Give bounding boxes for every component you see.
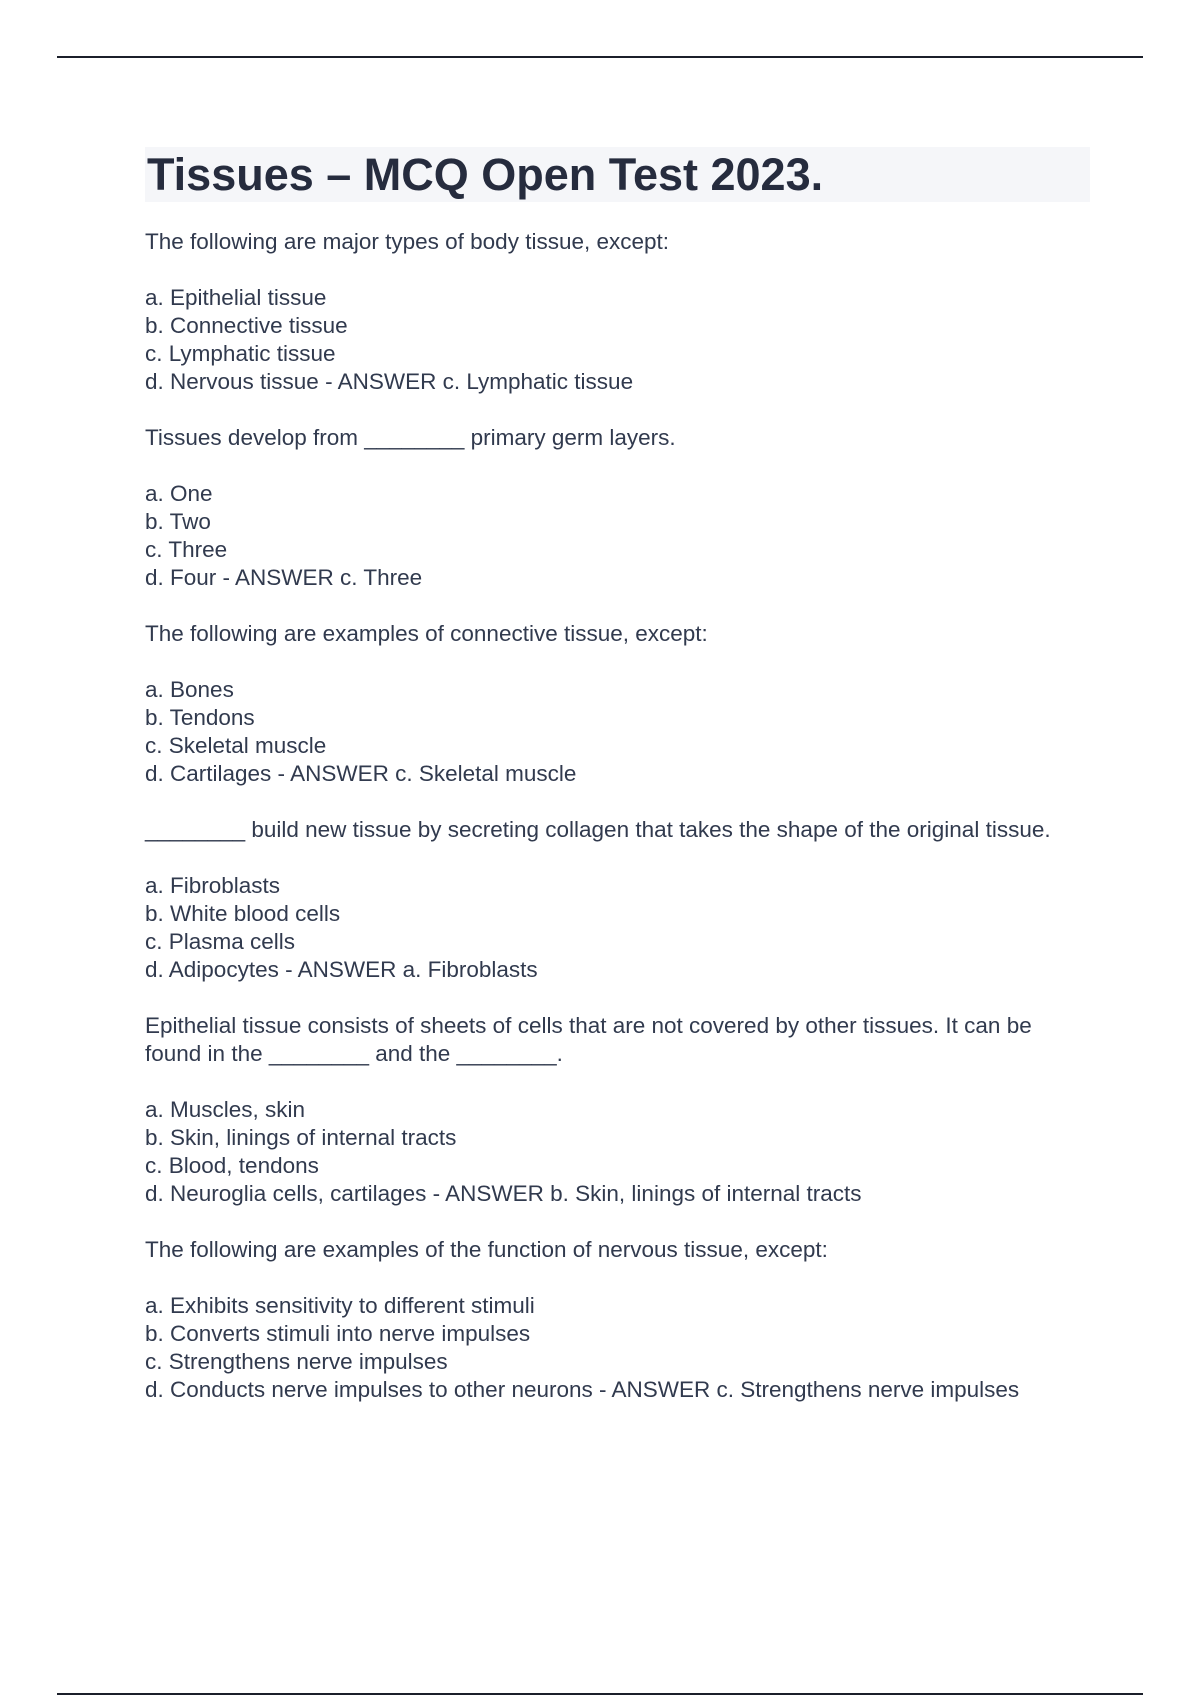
option-a: a. Fibroblasts (145, 873, 281, 898)
question-prompt: ________ build new tissue by secreting collagen that takes the shape of the original tissue. (145, 817, 1051, 842)
option-c: c. Three (145, 537, 228, 562)
question-prompt: Epithelial tissue consists of sheets of cells that are not covered by other tissues. It can be found in the ________ and the ________. (145, 1013, 1032, 1066)
option-b: b. Skin, linings of internal tracts (145, 1125, 457, 1150)
question-3 (145, 620, 1090, 788)
option-d-answer: d. Adipocytes - ANSWER a. Fibroblasts (145, 957, 538, 982)
option-list (145, 872, 1090, 984)
option-c: c. Lymphatic tissue (145, 341, 336, 366)
question-prompt: The following are major types of body tissue, except: (145, 229, 670, 254)
option-b: b. Tendons (145, 705, 255, 730)
question-prompt: The following are examples of the function of nervous tissue, except: (145, 1237, 828, 1262)
option-d-answer: d. Neuroglia cells, cartilages - ANSWER b. Skin, linings of internal tracts (145, 1181, 862, 1206)
option-list (145, 480, 1090, 592)
question-2 (145, 424, 1090, 592)
question-prompt: The following are examples of connective tissue, except: (145, 621, 708, 646)
option-c: c. Plasma cells (145, 929, 296, 954)
option-a: a. Exhibits sensitivity to different stimuli (145, 1293, 535, 1318)
option-a: a. One (145, 481, 213, 506)
option-b: b. Converts stimuli into nerve impulses (145, 1321, 531, 1346)
option-c: c. Skeletal muscle (145, 733, 327, 758)
option-d-answer: d. Conducts nerve impulses to other neurons - ANSWER c. Strengthens nerve impulses (145, 1377, 1020, 1402)
option-a: a. Bones (145, 677, 234, 702)
question-1 (145, 228, 1090, 396)
option-list (145, 1292, 1090, 1404)
option-list (145, 284, 1090, 396)
option-list (145, 676, 1090, 788)
top-divider (57, 56, 1143, 58)
option-b: b. Connective tissue (145, 313, 348, 338)
option-list (145, 1096, 1090, 1208)
option-b: b. White blood cells (145, 901, 341, 926)
option-d-answer: d. Cartilages - ANSWER c. Skeletal muscle (145, 761, 577, 786)
option-a: a. Epithelial tissue (145, 285, 327, 310)
question-4 (145, 816, 1090, 984)
question-5 (145, 1012, 1090, 1208)
bottom-divider (57, 1693, 1143, 1695)
option-a: a. Muscles, skin (145, 1097, 306, 1122)
option-c: c. Blood, tendons (145, 1153, 319, 1178)
option-c: c. Strengthens nerve impulses (145, 1349, 448, 1374)
option-d-answer: d. Four - ANSWER c. Three (145, 565, 423, 590)
title-bar (145, 147, 1090, 202)
document-body (145, 147, 1090, 1432)
page-title: Tissues – MCQ Open Test 2023. (147, 149, 824, 200)
option-b: b. Two (145, 509, 211, 534)
question-6 (145, 1236, 1090, 1404)
question-prompt: Tissues develop from ________ primary germ layers. (145, 425, 676, 450)
option-d-answer: d. Nervous tissue - ANSWER c. Lymphatic tissue (145, 369, 634, 394)
